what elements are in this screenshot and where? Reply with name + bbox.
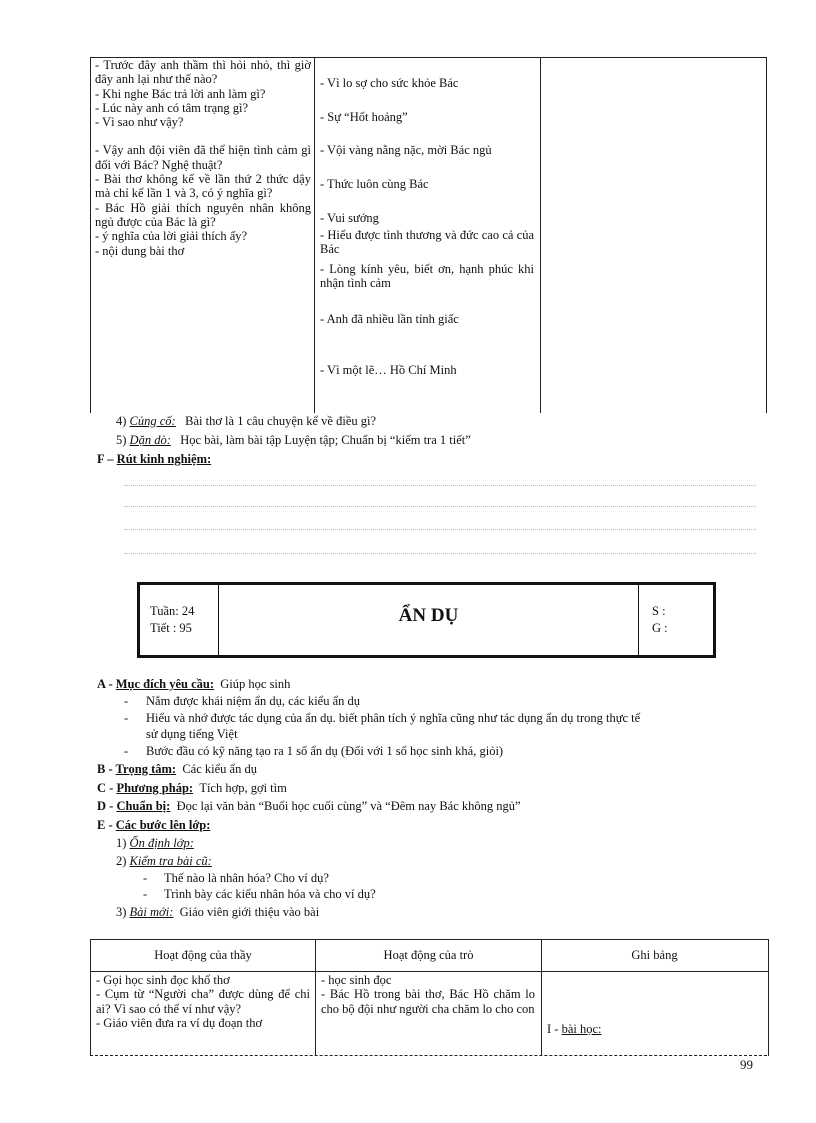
step-2-bullet: - <box>143 871 148 885</box>
answer-2: - Sự “Hốt hoảng” <box>320 110 408 124</box>
step-2-bullet-text: Trình bày các kiểu nhân hóa và cho ví dụ? <box>164 887 376 901</box>
header-student: Hoạt động của trò <box>383 948 474 962</box>
student-activity: - học sinh đọc <box>321 973 392 987</box>
question-3: - Lúc này anh có tâm trạng gì? <box>95 100 249 115</box>
date-fields <box>652 603 668 637</box>
section-a-bullet-text: sử dụng tiếng Việt <box>146 727 238 741</box>
week-period <box>150 603 194 637</box>
section-d-text: Đọc lại văn bản “Buổi học cuối cùng” và “Đêm nay Bác không ngủ” <box>176 799 521 813</box>
step-2-label: Kiểm tra bài cũ: <box>129 854 212 868</box>
section-a-bullet: - <box>124 744 129 758</box>
step-2-bullet-text: Thế nào là nhân hóa? Cho ví dụ? <box>164 871 329 885</box>
question-7: - Bác Hồ giải thích nguyên nhân không ngủ được của Bác là gì? <box>95 200 311 229</box>
section-b <box>97 762 257 777</box>
section-a-bullet-text: Hiểu và nhớ được tác dụng của ẩn dụ. biết phân tích ý nghĩa cũng như tác dụng ẩn dụ trong thực tế <box>146 711 641 725</box>
answer-8: - Anh đã nhiều lần tỉnh giấc <box>320 312 459 326</box>
blank-line <box>124 529 756 530</box>
teacher-activity: - Giáo viên đưa ra ví dụ đoạn thơ <box>96 1015 263 1030</box>
step-1-label: Ổn định lớp: <box>129 836 194 850</box>
student-activity: - Bác Hồ trong bài thơ, Bác Hồ chăm lo cho bộ đội như người cha chăm lo cho con <box>321 987 535 1016</box>
blank-line <box>124 553 756 554</box>
section-c-label: Phương pháp: <box>116 781 194 795</box>
page-number: 99 <box>740 1057 753 1072</box>
header-board: Ghi bảng <box>631 948 678 962</box>
lesson-title: ẨN DỤ <box>398 605 459 626</box>
answer-9: - Vì một lẽ… Hồ Chí Minh <box>320 363 457 377</box>
week-label: Tuần: 24 <box>150 604 195 618</box>
section-e-heading <box>97 818 210 833</box>
g-label: G : <box>652 621 668 635</box>
step-number: 2) <box>116 854 127 868</box>
experience-heading <box>97 452 211 467</box>
section-a-bullet: - <box>124 711 129 725</box>
step-1 <box>116 836 194 851</box>
consolidation-text: Bài thơ là 1 câu chuyện kể về điều gì? <box>185 414 377 428</box>
question-5: - Vậy anh đội viên đã thể hiện tình cảm gì đối với Bác? Nghệ thuật? <box>95 143 311 172</box>
section-prefix: A - <box>97 677 113 691</box>
blank-line <box>124 506 756 507</box>
board-note <box>547 1022 602 1037</box>
homework-line <box>116 433 471 448</box>
section-c-text: Tích hợp, gợi tìm <box>199 781 287 795</box>
section-e-label: Các bước lên lớp: <box>115 818 211 832</box>
board-prefix: I - <box>547 1022 559 1036</box>
answer-7: - Lòng kính yêu, biết ơn, hạnh phúc khi nhận tình cảm <box>320 262 534 291</box>
step-3 <box>116 905 319 920</box>
consolidation-label: Củng cố: <box>129 414 176 428</box>
step-2-bullet: - <box>143 887 148 901</box>
section-d-label: Chuẩn bị: <box>116 799 171 813</box>
answer-5: - Vui sướng <box>320 211 379 225</box>
consolidation-line <box>116 414 376 429</box>
homework-text: Học bài, làm bài tập Luyện tập; Chuẩn bị “kiểm tra 1 tiết” <box>180 433 471 447</box>
board-label: bài học: <box>561 1022 602 1036</box>
section-prefix: E - <box>97 818 113 832</box>
blank-line <box>124 485 756 486</box>
teacher-activity: - Gọi học sinh đọc khổ thơ <box>96 973 230 987</box>
period-label: Tiết : 95 <box>150 621 192 635</box>
step-2 <box>116 854 212 869</box>
teacher-activity: - Cụm từ “Người cha” được dùng để chỉ ai? Vì sao có thể ví như vậy? <box>96 987 310 1016</box>
section-c <box>97 781 287 796</box>
step-number: 1) <box>116 836 127 850</box>
experience-label: Rút kinh nghiệm: <box>116 452 212 466</box>
section-prefix: D - <box>97 799 114 813</box>
section-b-label: Trọng tâm: <box>115 762 177 776</box>
bottom-student-column <box>321 973 535 1016</box>
section-d <box>97 799 521 814</box>
question-4: - Vì sao như vậy? <box>95 115 184 130</box>
answer-1: - Vì lo sợ cho sức khỏe Bác <box>320 76 459 90</box>
step-number: 4) <box>116 414 127 428</box>
section-prefix: F – <box>97 452 114 466</box>
section-b-text: Các kiểu ẩn dụ <box>182 762 257 776</box>
section-a-text: Giúp học sinh <box>220 677 291 691</box>
section-a-heading <box>97 677 290 692</box>
header-teacher: Hoạt động của thầy <box>154 948 252 962</box>
question-9: - nội dung bài thơ <box>95 243 185 258</box>
step-number: 3) <box>116 905 127 919</box>
step-3-label: Bài mới: <box>129 905 174 919</box>
answer-6: - Hiểu được tình thương và đức cao cả của Bác <box>320 228 534 257</box>
question-1: - Trước đây anh thầm thì hỏi nhỏ, thì giờ đây anh lại như thế nào? <box>95 58 311 87</box>
bottom-activity-table <box>90 939 769 1056</box>
section-a-bullet-text: Bước đầu có kỹ năng tạo ra 1 số ẩn dụ (Đối với 1 số học sinh khá, giỏi) <box>146 744 504 758</box>
step-3-text: Giáo viên giới thiệu vào bài <box>179 905 320 919</box>
top-table-teacher-column <box>95 58 311 258</box>
question-8: - ý nghĩa của lời giải thích ấy? <box>95 229 248 244</box>
step-number: 5) <box>116 433 127 447</box>
answer-4: - Thức luôn cùng Bác <box>320 177 429 191</box>
section-prefix: B - <box>97 762 113 776</box>
question-6: - Bài thơ không kể về lần thứ 2 thức dậy mà chỉ kể lần 1 và 3, có ý nghĩa gì? <box>95 172 311 201</box>
section-a-label: Mục đích yêu cầu: <box>115 677 215 691</box>
section-a-bullet: - <box>124 694 129 708</box>
s-label: S : <box>652 604 666 618</box>
question-2: - Khi nghe Bác trả lời anh làm gì? <box>95 86 266 101</box>
lesson-header-box <box>137 582 716 658</box>
section-prefix: C - <box>97 781 114 795</box>
bottom-teacher-column <box>96 973 310 1030</box>
page-bottom-dashed-rule <box>90 1055 767 1056</box>
homework-label: Dặn dò: <box>129 433 171 447</box>
answer-3: - Vội vàng nằng nặc, mời Bác ngủ <box>320 143 492 157</box>
section-a-bullet-text: Nắm được khái niệm ẩn dụ, các kiểu ẩn dụ <box>146 694 361 708</box>
